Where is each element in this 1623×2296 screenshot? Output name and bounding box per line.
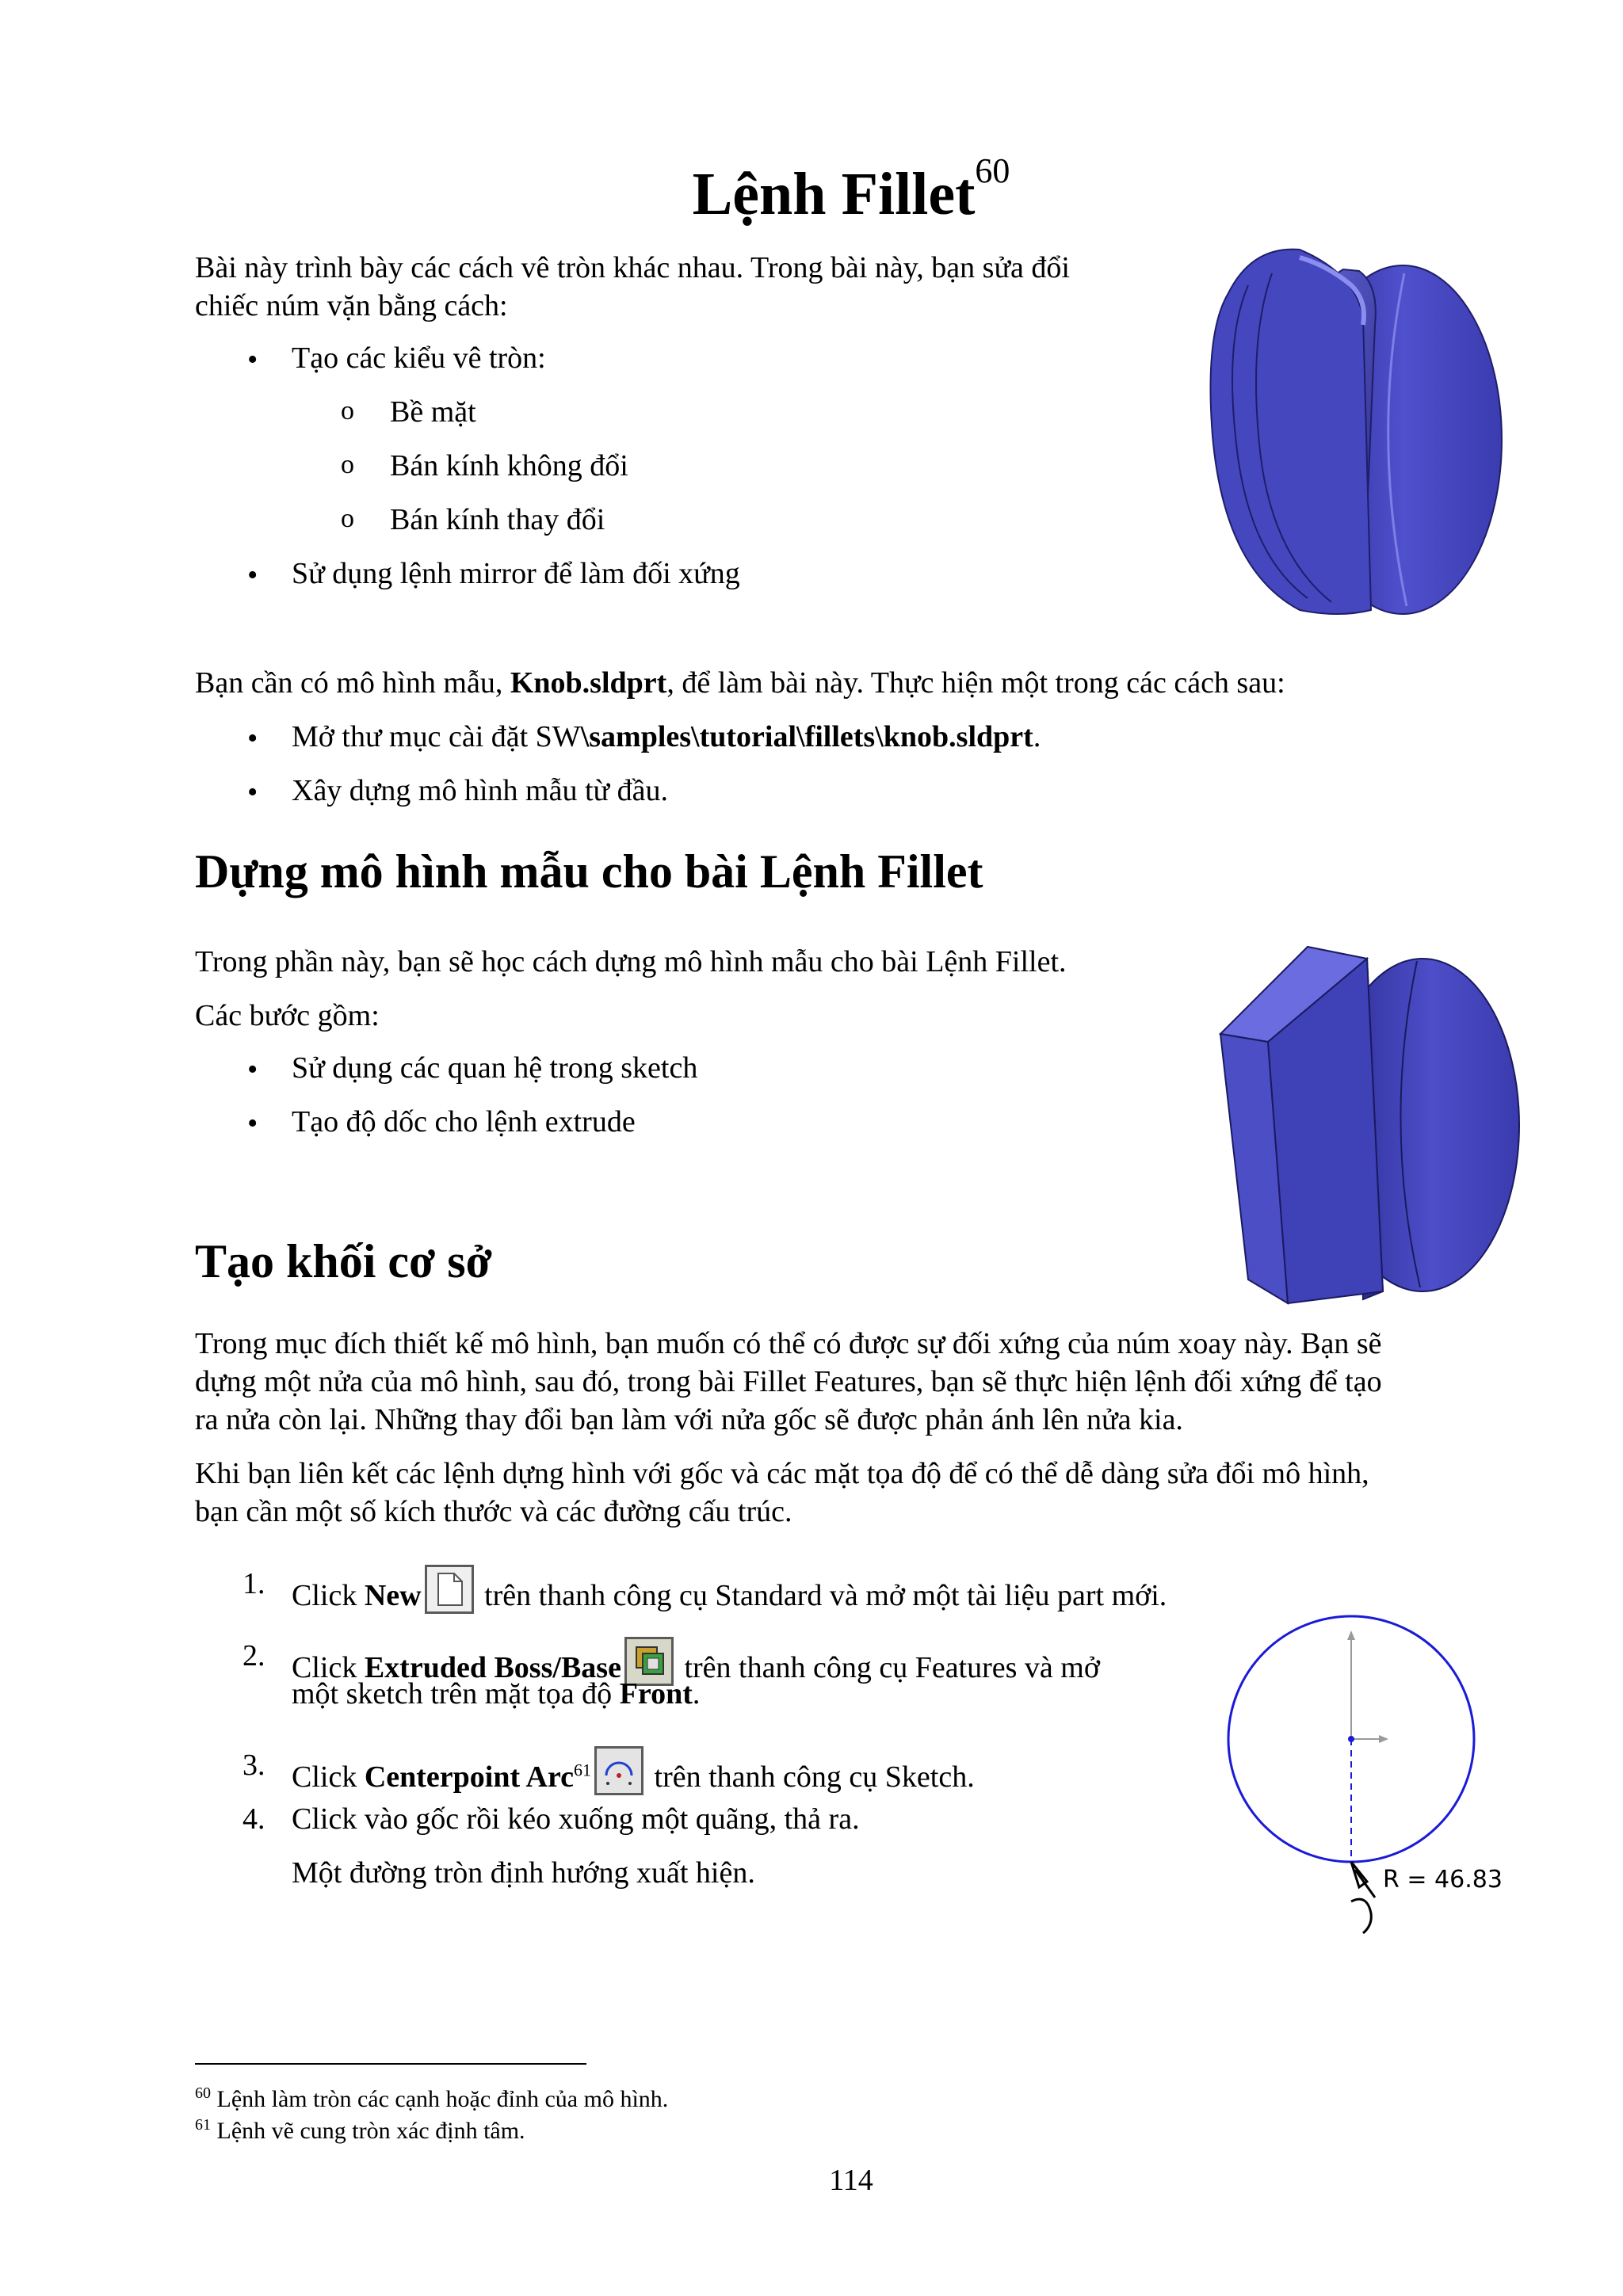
step-text: Click [292, 1760, 365, 1794]
sketch-circle-image [1220, 1608, 1506, 1941]
step-command: Centerpoint Arc [364, 1760, 575, 1794]
sub-bullet-marker: o [341, 396, 354, 425]
footnote-ref: 61 [574, 1760, 592, 1780]
intro-line-1: Bài này trình bày các cách vê tròn khác nhau. Trong bài này, bạn sửa đổi [195, 251, 1070, 284]
step-text: Click [292, 1579, 365, 1612]
need-text-post: , để làm bài này. Thực hiện một trong các cách sau: [666, 666, 1285, 700]
section-paragraph: Trong phần này, bạn sẽ học cách dựng mô hình mẫu cho bài Lệnh Fillet. [195, 945, 1067, 978]
step-4-result: Một đường tròn định hướng xuất hiện. [292, 1856, 755, 1890]
path-prefix: Mở thư mục cài đặt SW [292, 720, 581, 753]
bullet-item: Tạo các kiểu vê tròn: [292, 341, 546, 375]
footnote-number: 60 [195, 2084, 211, 2102]
paragraph-line: ra nửa còn lại. Những thay đổi bạn làm với nửa gốc sẽ được phản ánh lên nửa kia. [195, 1403, 1183, 1436]
paragraph-line: bạn cần một số kích thước và các đường cấu trúc. [195, 1495, 792, 1528]
step-text: . [692, 1677, 701, 1711]
footnote-separator [195, 2063, 586, 2065]
step-2-line-2 [292, 1675, 700, 1713]
model-filename: Knob.sldprt [510, 666, 667, 700]
paragraph-line: Khi bạn liên kết các lệnh dựng hình với gốc và các mặt tọa độ để có thể dễ dàng sửa đổi mô hình, [195, 1457, 1369, 1490]
step-4: Click vào gốc rồi kéo xuống một quãng, thả ra. [292, 1802, 860, 1836]
sub-bullet-item: Bán kính thay đổi [390, 503, 605, 536]
intro-line-2: chiếc núm vặn bằng cách: [195, 289, 508, 322]
step-command: New [364, 1579, 422, 1612]
page-title [0, 151, 1623, 229]
sub-bullet-item: Bán kính không đổi [390, 449, 628, 482]
path-bold: \samples\tutorial\fillets\knob.sldprt [580, 720, 1033, 753]
paragraph-line: dựng một nửa của mô hình, sau đó, trong bài Fillet Features, bạn sẽ thực hiện lệnh đối xứng để tạo [195, 1365, 1382, 1398]
bullet-dot: • [247, 722, 258, 755]
need-model-paragraph [195, 664, 1285, 702]
step-3 [292, 1746, 975, 1796]
sub-bullet-item: Bề mặt [390, 395, 476, 429]
footnote [195, 2109, 525, 2147]
section-paragraph: Các bước gồm: [195, 999, 380, 1032]
bullet-dot: • [247, 1107, 258, 1140]
step-1 [292, 1565, 1167, 1615]
step-text: một sketch trên mặt tọa độ [292, 1677, 620, 1711]
need-text-pre: Bạn cần có mô hình mẫu, [195, 666, 510, 700]
page-number: 114 [829, 2164, 873, 2197]
step-text: Click [292, 1651, 365, 1684]
knob-base-image [1212, 939, 1529, 1311]
footnote-text: Lệnh làm tròn các cạnh hoặc đỉnh của mô hình. [216, 2086, 669, 2112]
sub-bullet-marker: o [341, 450, 354, 479]
step-command: Front [619, 1677, 693, 1711]
path-suffix: . [1033, 720, 1041, 753]
step-command: Extruded Boss/Base [364, 1651, 621, 1684]
bullet-item: Sử dụng lệnh mirror để làm đối xứng [292, 557, 740, 590]
section-heading: Tạo khối cơ sở [195, 1235, 492, 1287]
bullet-dot: • [247, 776, 258, 809]
bullet-dot: • [247, 1053, 258, 1086]
section-heading: Dựng mô hình mẫu cho bài Lệnh Fillet [195, 845, 983, 898]
sub-bullet-marker: o [341, 504, 354, 533]
bullet-item: Xây dựng mô hình mẫu từ đầu. [292, 774, 668, 807]
step-number: 1. [242, 1567, 265, 1600]
paragraph-line: Trong mục đích thiết kế mô hình, bạn muốn có thể có được sự đối xứng của núm xoay này. Bạn sẽ [195, 1327, 1382, 1360]
footnote-text: Lệnh vẽ cung tròn xác định tâm. [216, 2118, 525, 2144]
centerpoint-arc-icon [594, 1746, 643, 1795]
knob-filleted-image [1181, 238, 1522, 634]
bullet-item: Tạo độ dốc cho lệnh extrude [292, 1105, 636, 1138]
step-text: trên thanh công cụ Features và mở [676, 1651, 1100, 1684]
step-number: 3. [242, 1749, 265, 1782]
step-text: trên thanh công cụ Standard và mở một tài liệu part mới. [476, 1579, 1167, 1612]
title-footnote-ref: 60 [975, 151, 1010, 190]
bullet-item: Sử dụng các quan hệ trong sketch [292, 1051, 698, 1085]
bullet-dot: • [247, 343, 258, 376]
bullet-dot: • [247, 559, 258, 592]
radius-dimension: R = 46.83 [1383, 1866, 1503, 1894]
title-text: Lệnh Fillet [692, 161, 976, 227]
new-document-icon [425, 1565, 474, 1614]
step-number: 4. [242, 1802, 265, 1836]
step-number: 2. [242, 1639, 265, 1672]
footnote-number: 61 [195, 2116, 211, 2134]
bullet-item-path [292, 718, 1041, 756]
step-text: trên thanh công cụ Sketch. [647, 1760, 975, 1794]
